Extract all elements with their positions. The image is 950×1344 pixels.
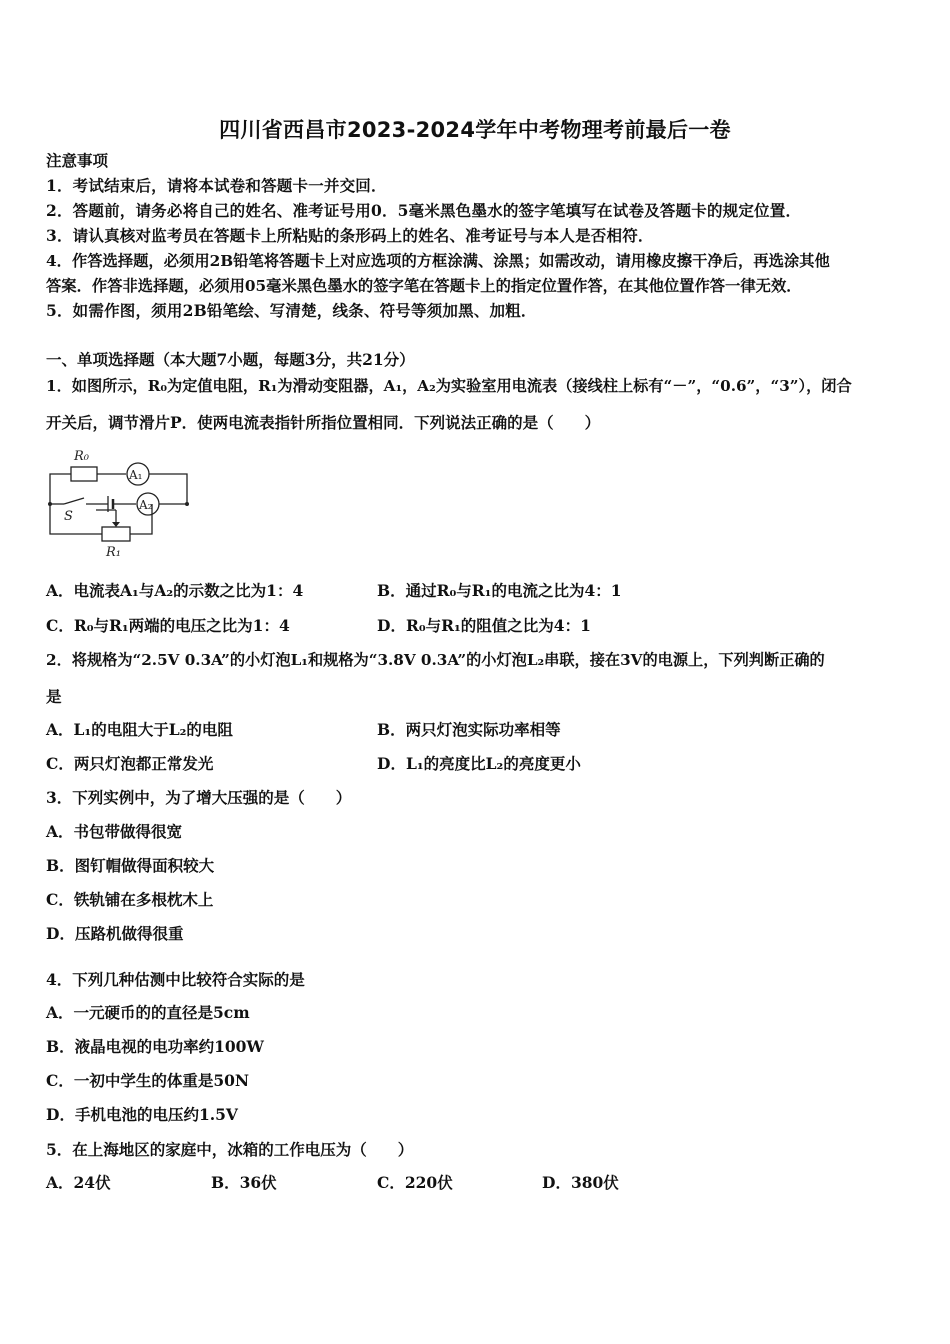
page-title: 四川省西昌市2023-2024学年中考物理考前最后一卷	[219, 118, 731, 142]
question-2-stem-cont: 是	[46, 687, 62, 706]
junction-dot	[48, 502, 52, 506]
question-5-option-b: B．36伏	[211, 1173, 277, 1192]
question-4-option-d: D．手机电池的电压约1.5V	[46, 1105, 238, 1124]
question-3-option-b: B．图钉帽做得面积较大	[46, 856, 215, 875]
question-1-stem-cont: 开关后，调节滑片P．使两电流表指针所指位置相同．下列说法正确的是（ ）	[46, 413, 601, 432]
question-5-option-c: C．220伏	[377, 1173, 453, 1192]
question-1-option-b: B．通过R₀与R₁的电流之比为4：1	[377, 581, 622, 600]
notice-item: 2．答题前，请务必将自己的姓名、准考证号用0．5毫米黑色墨水的签字笔填写在试卷及答题卡的规定位置．	[46, 201, 802, 220]
label-a2: A₂	[139, 498, 153, 512]
question-3-option-c: C．铁轨铺在多根枕木上	[46, 890, 214, 909]
circuit-diagram	[44, 444, 194, 562]
rheostat-r1	[102, 527, 130, 541]
notice-item: 4．作答选择题，必须用2B铅笔将答题卡上对应选项的方框涂满、涂黑；如需改动，请用橡皮擦干净后，再选涂其他	[46, 252, 830, 270]
question-4-option-a: A．一元硬币的的直径是5cm	[46, 1003, 250, 1022]
question-1-stem: 1．如图所示，R₀为定值电阻，R₁为滑动变阻器，A₁，A₂为实验室用电流表（接线柱上标有“－”，“0.6”，“3”），闭合	[46, 377, 852, 395]
question-5-option-d: D．380伏	[542, 1173, 619, 1192]
section-heading: 一、单项选择题（本大题7小题，每题3分，共21分）	[46, 350, 415, 369]
notice-item: 答案．作答非选择题，必须用05毫米黑色墨水的签字笔在答题卡上的指定位置作答，在其他位置作答一律无效．	[46, 277, 802, 295]
junction-dot	[185, 502, 189, 506]
question-2-option-b: B．两只灯泡实际功率相等	[377, 720, 561, 739]
question-2-option-c: C．两只灯泡都正常发光	[46, 754, 214, 773]
notice-item: 3．请认真核对监考员在答题卡上所粘贴的条形码上的姓名、准考证号与本人是否相符．	[46, 226, 654, 245]
question-4-stem: 4．下列几种估测中比较符合实际的是	[46, 970, 305, 989]
wire	[50, 474, 71, 504]
question-3-option-d: D．压路机做得很重	[46, 924, 184, 943]
question-3-option-a: A．书包带做得很宽	[46, 822, 183, 841]
switch-s	[64, 498, 84, 504]
question-1-option-c: C．R₀与R₁两端的电压之比为1：4	[46, 616, 290, 635]
wire	[50, 504, 102, 534]
question-3-stem: 3．下列实例中，为了增大压强的是（ ）	[46, 788, 352, 807]
notice-heading: 注意事项	[46, 151, 109, 170]
question-2-option-a: A．L₁的电阻大于L₂的电阻	[46, 720, 233, 739]
question-1-option-d: D．R₀与R₁的阻值之比为4：1	[377, 616, 591, 635]
question-5-stem: 5．在上海地区的家庭中，冰箱的工作电压为（ ）	[46, 1140, 414, 1159]
notice-item: 1．考试结束后，请将本试卷和答题卡一并交回．	[46, 176, 387, 195]
question-4-option-b: B．液晶电视的电功率约100W	[46, 1037, 264, 1056]
question-1-option-a: A．电流表A₁与A₂的示数之比为1：4	[46, 581, 304, 600]
question-2-option-d: D．L₁的亮度比L₂的亮度更小	[377, 754, 581, 773]
wire	[149, 474, 187, 504]
resistor-r0	[71, 467, 97, 481]
label-r0: R₀	[74, 449, 89, 464]
question-2-stem: 2．将规格为“2.5V 0.3A”的小灯泡L₁和规格为“3.8V 0.3A”的小灯泡L₂串联，接在3V的电源上，下列判断正确的	[46, 651, 825, 669]
question-5-option-a: A．24伏	[46, 1173, 111, 1192]
label-a1: A₁	[129, 468, 143, 482]
label-r1: R₁	[106, 545, 121, 560]
label-s: S	[64, 509, 73, 524]
question-4-option-c: C．一初中学生的体重是50N	[46, 1071, 250, 1090]
notice-item: 5．如需作图，须用2B铅笔绘、写清楚，线条、符号等须加黑、加粗．	[46, 301, 537, 320]
slider-arrow	[112, 522, 120, 527]
